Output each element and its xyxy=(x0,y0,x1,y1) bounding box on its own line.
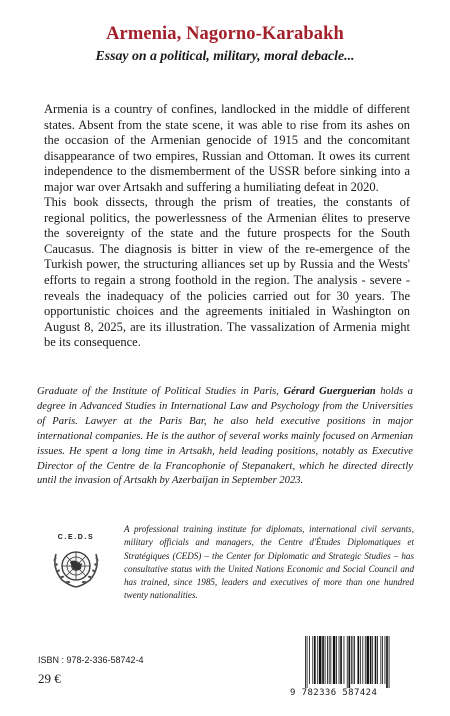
barcode-bar xyxy=(307,636,308,688)
summary-text xyxy=(44,102,410,351)
barcode-bar xyxy=(305,636,306,688)
author-bio-intro: Graduate of the Institute of Political Studies in Paris, xyxy=(37,386,284,397)
barcode-digits: 9 782336 587424 xyxy=(290,688,378,698)
barcode-bar xyxy=(327,636,328,684)
barcode-bar xyxy=(325,636,326,684)
summary-paragraph-1: Armenia is a country of confines, landlocked in the middle of different states. Absent from the state scene, it was able to rise from its ashes on the occasion of the Armenian genocide of 1915 and the concomitant disappearance of two empires, Russian and Ottoman. It owes its current independence to the dismemberment of the USSR before sinking into a major war over Artsakh and suffering a humiliating defeat in 2020. xyxy=(44,102,410,194)
barcode-bar xyxy=(329,636,330,684)
isbn: ISBN : 978-2-336-58742-4 xyxy=(38,655,144,665)
author-bio-details: holds a degree in Advanced Studies in International Law and Psychology from the Universities of Paris. Lawyer at the Paris Bar, he also held executive positions in major international companies. He is the author of several works mainly focused on Armenian issues. He spent a long time in Artsakh, held leading positions, notably as Executive Director of the Centre de la Francophonie of Stepanakert, which he directed directly until the invasion of Artsakh by Azerbaijan in September 2023. xyxy=(37,386,413,487)
barcode-bar xyxy=(347,636,348,688)
ceds-un-emblem-icon xyxy=(46,532,106,592)
barcode-bar xyxy=(319,636,321,684)
barcode-bar xyxy=(339,636,340,684)
barcode-bar xyxy=(360,636,361,684)
summary-paragraph-2: This book dissects, through the prism of treaties, the constants of regional politics, the powerlessness of the Armenian élites to preserve the sovereignty of the state and the future prospects for the South Caucasus. The diagnosis is bitter in view of the re-emergence of the Turkish power, the structuring alliances set up by Russia and the Wests' efforts to regain a strong foothold in the region. The analysis - severe - reveals the inadequacy of the policies carried out for 30 years. The opportunistic choices and the agreements initialed in Washington on August 8, 2025, are its illustration. The vassalization of Armenia might be its consequence. xyxy=(44,195,410,350)
book-title: Armenia, Nagorno-Karabakh xyxy=(106,24,344,44)
barcode-bar xyxy=(340,636,342,684)
barcode-bar xyxy=(333,636,335,684)
barcode-bar xyxy=(386,636,388,688)
barcode-bar xyxy=(330,636,331,684)
author-name: Gérard Guerguerian xyxy=(283,386,376,397)
barcode-bar xyxy=(353,636,354,684)
barcode-bar xyxy=(372,636,373,684)
barcode-bar xyxy=(357,636,359,684)
barcode-bar xyxy=(375,636,377,684)
barcode-bar xyxy=(385,636,386,684)
ceds-logo-text: C.E.D.S xyxy=(57,534,95,541)
barcode-bar xyxy=(348,636,350,688)
barcode-bar xyxy=(380,636,381,684)
book-subtitle: Essay on a political, military, moral debacle... xyxy=(95,48,355,63)
barcode-bar xyxy=(389,636,390,688)
barcode-bar xyxy=(382,636,383,684)
barcode-bar xyxy=(312,636,313,684)
barcode-bar xyxy=(351,636,352,684)
barcode-bar xyxy=(377,636,378,684)
barcode-bar xyxy=(309,636,310,684)
barcode-bar xyxy=(336,636,337,684)
author-bio xyxy=(37,385,413,489)
barcode-bar xyxy=(367,636,369,684)
ceds-description: A professional training institute for diplomats, international civil servants, military officials and managers, the Centre d'Études Diplomatiques et Stratégiques (CEDS) – the Center for Diplomatic and Strategic Studies – has consultative status with the United Nations Economic and Social Council and has trained, since 1985, leaders and executives of more than one hundred twenty nationalities. xyxy=(124,524,414,601)
barcode-bar xyxy=(314,636,316,684)
barcode-bar xyxy=(322,636,324,684)
barcode-bar xyxy=(370,636,372,684)
barcode-bar xyxy=(354,636,355,684)
barcode-bar xyxy=(344,636,345,684)
barcode-bar xyxy=(362,636,363,684)
barcode-icon xyxy=(302,634,418,691)
barcode-bar xyxy=(365,636,366,684)
price: 29 € xyxy=(38,671,61,686)
barcode-bar xyxy=(317,636,318,684)
